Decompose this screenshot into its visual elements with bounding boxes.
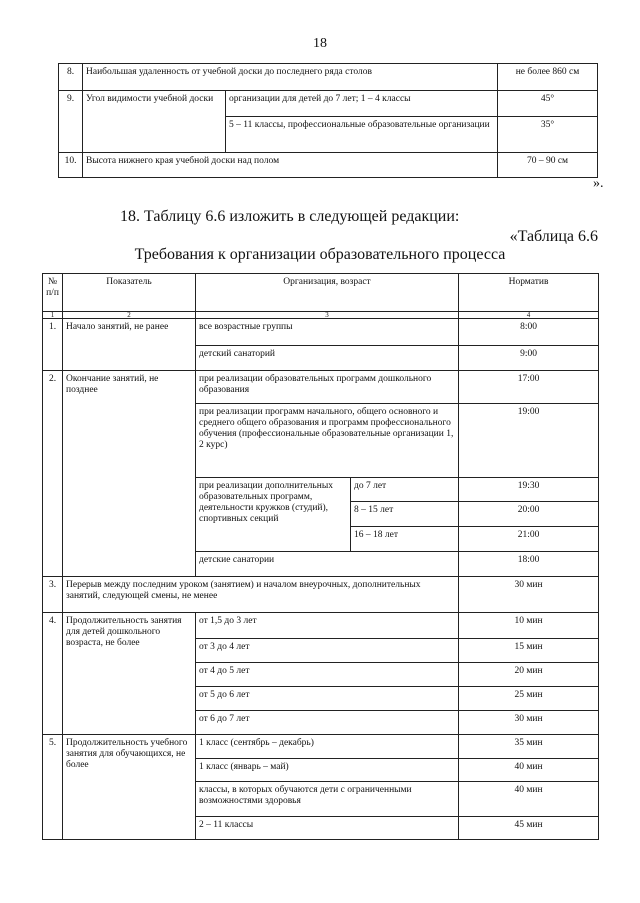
main-table bbox=[42, 273, 599, 840]
row-value: 18:00 bbox=[459, 552, 599, 577]
row-value: 40 мин bbox=[459, 759, 599, 782]
row-org: от 3 до 4 лет bbox=[196, 639, 459, 663]
row-org: организации для детей до 7 лет; 1 – 4 классы bbox=[226, 91, 498, 117]
row-value: 21:00 bbox=[459, 527, 599, 552]
table-reference: «Таблица 6.6 bbox=[509, 228, 598, 245]
row-org: от 4 до 5 лет bbox=[196, 663, 459, 687]
row-value: 20 мин bbox=[459, 663, 599, 687]
table-row bbox=[43, 319, 599, 346]
row-org: при реализации программ начального, общего основного и среднего общего образования и программ профессионального обучения (профессиональные образовательные организации 1, 2 курс) bbox=[196, 404, 459, 478]
row-label: Начало занятий, не ранее bbox=[63, 319, 196, 371]
row-value: 70 – 90 см bbox=[498, 153, 598, 178]
table-row bbox=[43, 613, 599, 639]
row-value: 35 мин bbox=[459, 735, 599, 759]
closing-quote: ». bbox=[593, 176, 604, 191]
row-value: 45 мин bbox=[459, 817, 599, 840]
row-value: 25 мин bbox=[459, 687, 599, 711]
row-number: 4. bbox=[43, 613, 63, 735]
row-label: Продолжительность занятия для детей дошкольного возраста, не более bbox=[63, 613, 196, 735]
table-row bbox=[59, 91, 598, 117]
row-number: 8. bbox=[59, 64, 83, 91]
table-row bbox=[59, 64, 598, 91]
header-row bbox=[43, 274, 599, 312]
row-org: от 1,5 до 3 лет bbox=[196, 613, 459, 639]
row-value: 8:00 bbox=[459, 319, 599, 346]
row-label: Окончание занятий, не позднее bbox=[63, 371, 196, 577]
row-value: 40 мин bbox=[459, 782, 599, 817]
column-number-row bbox=[43, 312, 599, 319]
column-number: 4 bbox=[459, 312, 599, 319]
row-value: 35° bbox=[498, 117, 598, 153]
row-number: 10. bbox=[59, 153, 83, 178]
row-label: Продолжительность учебного занятия для обучающихся, не более bbox=[63, 735, 196, 840]
header-cell: № п/п bbox=[43, 274, 63, 312]
row-label: Перерыв между последним уроком (занятием) и началом внеурочных, дополнительных занятий, следующей смены, не менее bbox=[63, 577, 459, 613]
row-org: от 6 до 7 лет bbox=[196, 711, 459, 735]
row-org: 5 – 11 классы, профессиональные образовательные организации bbox=[226, 117, 498, 153]
header-cell: Организация, возраст bbox=[196, 274, 459, 312]
row-value: 45° bbox=[498, 91, 598, 117]
top-table bbox=[58, 63, 598, 178]
page-number: 18 bbox=[313, 36, 327, 51]
table-title: Требования к организации образовательного процесса bbox=[134, 246, 506, 263]
row-org: 1 класс (сентябрь – декабрь) bbox=[196, 735, 459, 759]
header-cell: Норматив bbox=[459, 274, 599, 312]
row-number: 9. bbox=[59, 91, 83, 153]
row-number: 3. bbox=[43, 577, 63, 613]
row-value: 30 мин bbox=[459, 577, 599, 613]
row-value: 10 мин bbox=[459, 613, 599, 639]
row-number: 1. bbox=[43, 319, 63, 371]
row-age: 16 – 18 лет bbox=[351, 527, 459, 552]
row-number: 5. bbox=[43, 735, 63, 840]
instruction-text: 18. Таблицу 6.6 изложить в следующей редакции: bbox=[120, 208, 460, 225]
row-org: 1 класс (январь – май) bbox=[196, 759, 459, 782]
header-cell: Показатель bbox=[63, 274, 196, 312]
table-row bbox=[43, 577, 599, 613]
table-row bbox=[59, 153, 598, 178]
row-org: 2 – 11 классы bbox=[196, 817, 459, 840]
row-age: 8 – 15 лет bbox=[351, 502, 459, 527]
row-org: классы, в которых обучаются дети с ограниченными возможностями здоровья bbox=[196, 782, 459, 817]
row-age: до 7 лет bbox=[351, 478, 459, 502]
table-row bbox=[43, 371, 599, 404]
row-label: Наибольшая удаленность от учебной доски до последнего ряда столов bbox=[83, 64, 498, 91]
row-org: все возрастные группы bbox=[196, 319, 459, 346]
column-number: 3 bbox=[196, 312, 459, 319]
row-org: при реализации дополнительных образовательных программ, деятельности кружков (студий), спортивных секций bbox=[196, 478, 351, 552]
row-org: от 5 до 6 лет bbox=[196, 687, 459, 711]
column-number: 1 bbox=[43, 312, 63, 319]
table-row bbox=[43, 735, 599, 759]
row-org: детский санаторий bbox=[196, 346, 459, 371]
row-label: Угол видимости учебной доски bbox=[83, 91, 226, 153]
row-value: 30 мин bbox=[459, 711, 599, 735]
row-number: 2. bbox=[43, 371, 63, 577]
row-value: 9:00 bbox=[459, 346, 599, 371]
row-value: не более 860 см bbox=[498, 64, 598, 91]
row-value: 17:00 bbox=[459, 371, 599, 404]
row-org: детские санатории bbox=[196, 552, 459, 577]
column-number: 2 bbox=[63, 312, 196, 319]
row-label: Высота нижнего края учебной доски над полом bbox=[83, 153, 498, 178]
row-value: 19:00 bbox=[459, 404, 599, 478]
row-value: 19:30 bbox=[459, 478, 599, 502]
row-value: 15 мин bbox=[459, 639, 599, 663]
row-org: при реализации образовательных программ дошкольного образования bbox=[196, 371, 459, 404]
row-value: 20:00 bbox=[459, 502, 599, 527]
